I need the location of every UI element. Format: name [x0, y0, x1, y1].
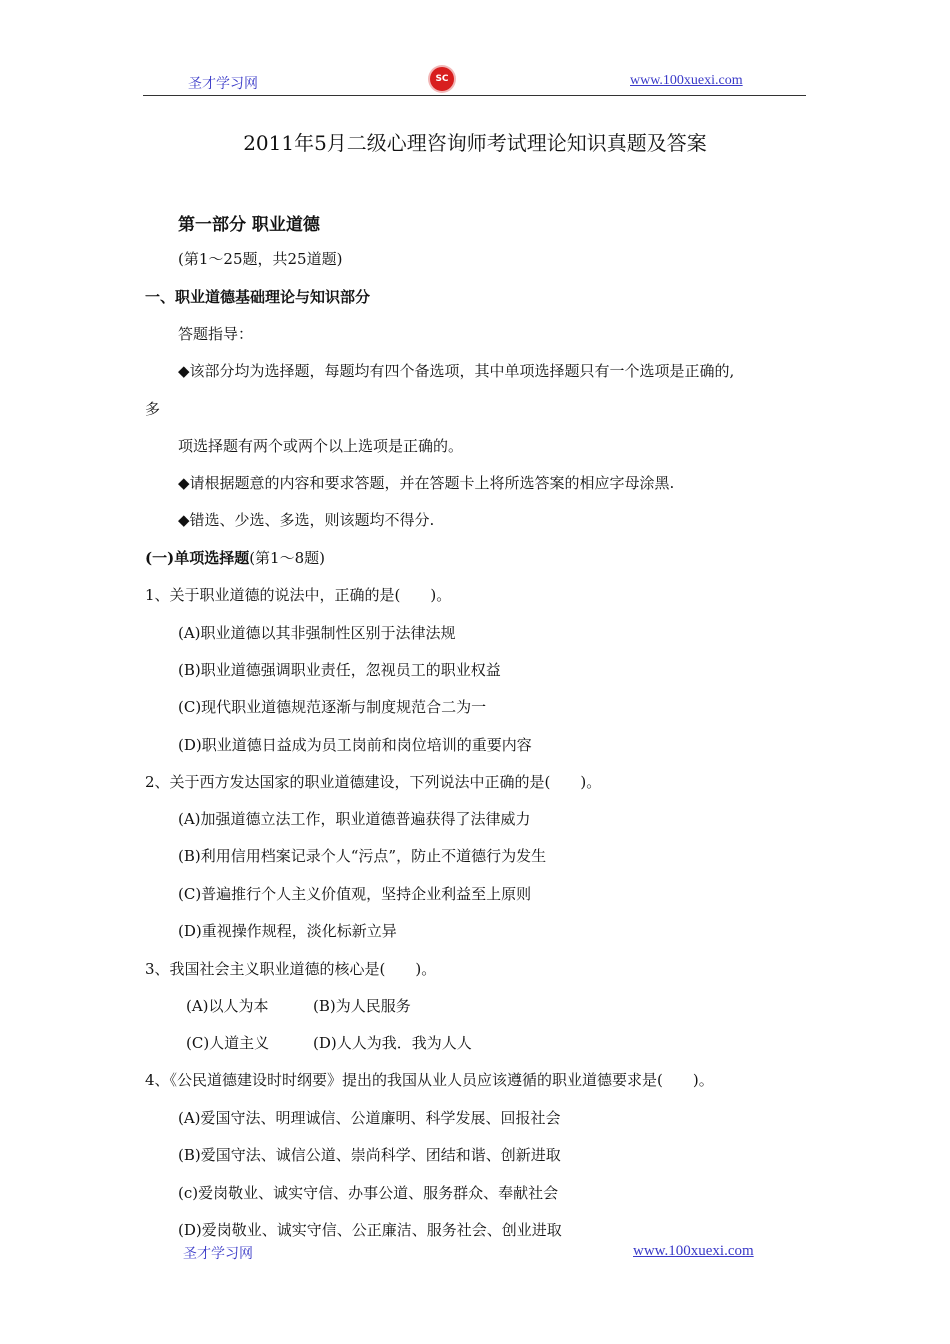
guide-label: 答题指导： [178, 325, 254, 343]
sc-logo-icon: SC [430, 67, 454, 91]
part-heading: 第一部分 职业道德 [178, 215, 320, 235]
question-1-option-a: (A)职业道德以其非强制性区别于法律法规 [178, 624, 456, 642]
question-2-stem: 2、关于西方发达国家的职业道德建设，下列说法中正确的是( )。 [145, 773, 602, 791]
part-range: (第1～25题，共25道题) [178, 250, 343, 268]
rule-3: ◆错选、少选、多选，则该题均不得分. [178, 511, 435, 529]
question-2-option-a: (A)加强道德立法工作，职业道德普遍获得了法律威力 [178, 810, 531, 828]
subsection-title: (一)单项选择题 [145, 549, 250, 567]
question-2-option-c: (C)普遍推行个人主义价值观，坚持企业利益至上原则 [178, 885, 532, 903]
question-4-option-d: (D)爱岗敬业、诚实守信、公正廉洁、服务社会、创业进取 [178, 1221, 562, 1239]
question-1-option-c: (C)现代职业道德规范逐渐与制度规范合二为一 [178, 698, 487, 716]
header-divider [143, 95, 806, 96]
question-1-stem: 1、关于职业道德的说法中，正确的是( )。 [145, 586, 452, 604]
question-2-option-b: (B)利用信用档案记录个人“污点”，防止不道德行为发生 [178, 847, 547, 865]
question-4-option-a: (A)爱国守法、明理诚信、公道廉明、科学发展、回报社会 [178, 1109, 561, 1127]
rule-1-line-2: 多 [145, 400, 161, 418]
rule-1-line-3: 项选择题有两个或两个以上选项是正确的。 [178, 437, 464, 455]
question-3-option-d: (D)人人为我．我为人人 [313, 1034, 472, 1052]
rule-1-line-1: ◆该部分均为选择题，每题均有四个备选项，其中单项选择题只有一个选项是正确的, [178, 362, 735, 380]
question-2-option-d: (D)重视操作规程，淡化标新立异 [178, 922, 397, 940]
page-title: 2011年5月二级心理咨询师考试理论知识真题及答案 [243, 131, 707, 155]
question-4-option-b: (B)爱国守法、诚信公道、崇尚科学、团结和谐、创新进取 [178, 1146, 561, 1164]
question-1-option-d: (D)职业道德日益成为员工岗前和岗位培训的重要内容 [178, 736, 532, 754]
rule-2: ◆请根据题意的内容和要求答题，并在答题卡上将所选答案的相应字母涂黑. [178, 474, 675, 492]
question-4-stem: 4、《公民道德建设时时纲要》提出的我国从业人员应该遵循的职业道德要求是( )。 [145, 1071, 714, 1089]
section-heading: 一、职业道德基础理论与知识部分 [145, 288, 371, 306]
question-3-stem: 3、我国社会主义职业道德的核心是( )。 [145, 960, 437, 978]
footer-url-link[interactable]: www.100xuexi.com [633, 1243, 754, 1259]
question-3-option-b: (B)为人民服务 [313, 997, 411, 1015]
question-4-option-c: (c)爱岗敬业、诚实守信、办事公道、服务群众、奉献社会 [178, 1184, 559, 1202]
subsection-heading [145, 547, 325, 568]
header-url-link[interactable]: www.100xuexi.com [630, 73, 743, 88]
footer-site-name: 圣才学习网 [183, 1246, 253, 1262]
question-3-option-a: (A)以人为本 [186, 997, 269, 1015]
subsection-range: (第1～8题) [249, 549, 325, 567]
question-1-option-b: (B)职业道德强调职业责任，忽视员工的职业权益 [178, 661, 501, 679]
question-3-option-c: (C)人道主义 [186, 1034, 270, 1052]
header-site-name: 圣才学习网 [188, 76, 258, 92]
